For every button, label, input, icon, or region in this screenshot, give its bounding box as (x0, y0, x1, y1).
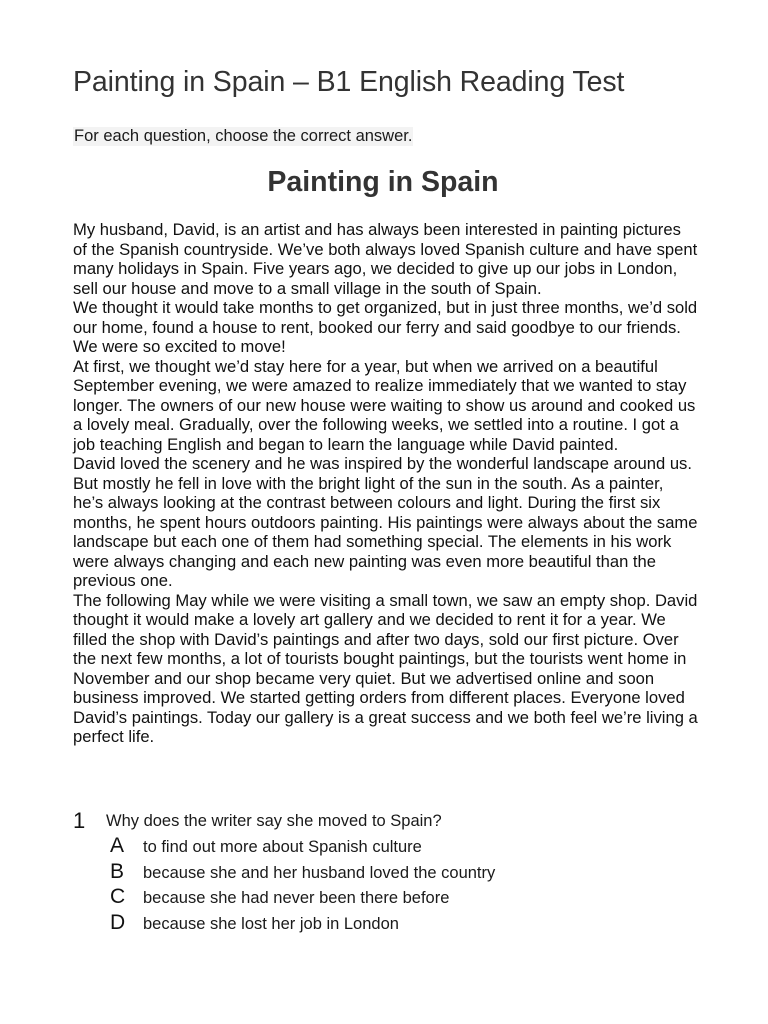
answer-option-a[interactable] (73, 834, 713, 860)
article-paragraph-3: At first, we thought we’d stay here for a year, but when we arrived on a beautiful September evening, we were amazed to realize immediately that we wanted to stay longer. The owners of our new house were waiting to show us around and cooked us a lovely meal. Gradually, over the following weeks, we settled into a routine. I got a job teaching English and began to learn the language while David painted. (73, 356, 696, 454)
option-letter: C (110, 885, 126, 908)
instruction-text: For each question, choose the correct answer. (74, 127, 413, 145)
article-body (73, 220, 698, 747)
option-letter: B (110, 859, 125, 883)
article-paragraph-5: The following May while we were visiting a small town, we saw an empty shop. David thought it would make a lovely art gallery and we decided to rent it for a year. We filled the shop with David’s paintings and after two days, sold our first picture. Over the next few months, a lot of tourists bought paintings, but the tourists went home in November and our shop became very quiet. But we advertised online and soon business improved. We started getting orders from different places. Everyone loved David’s paintings. Today our gallery is a great success and we both feel we’re living a perfect life. (73, 590, 698, 746)
question-header (73, 808, 713, 834)
article-title: Painting in Spain (267, 166, 499, 198)
option-text: because she and her husband loved the country (143, 863, 496, 882)
question-1 (73, 808, 713, 936)
answer-options (73, 834, 713, 936)
option-text: because she had never been there before (143, 889, 450, 907)
option-text: because she lost her job in London (143, 914, 399, 933)
answer-option-b[interactable] (73, 860, 713, 886)
option-letter: D (110, 910, 126, 934)
page-title: Painting in Spain – B1 English Reading Test (73, 66, 625, 98)
answer-option-c[interactable] (73, 885, 713, 911)
question-text: Why does the writer say she moved to Spain? (106, 812, 442, 830)
option-letter: A (110, 834, 125, 857)
article-paragraph-2: We thought it would take months to get organized, but in just three months, we’d sold our home, found a house to rent, booked our ferry and said goodbye to our friends. We were so excited to move! (73, 298, 698, 356)
article-paragraph-4: David loved the scenery and he was inspired by the wonderful landscape around us. But mostly he fell in love with the bright light of the sun in the south. As a painter, he’s always looking at the contrast between colours and light. During the first six months, he spent hours outdoors painting. His paintings were always about the same landscape but each one of them had something special. The elements in his work were always changing and each new painting was even more beautiful than the previous one. (73, 454, 698, 590)
article-paragraph-1: My husband, David, is an artist and has always been interested in painting pictures of the Spanish countryside. We’ve both always loved Spanish culture and have spent many holidays in Spain. Five years ago, we decided to give up our jobs in London, sell our house and move to a small village in the south of Spain. (73, 220, 698, 298)
answer-option-d[interactable] (73, 911, 713, 937)
option-text: to find out more about Spanish culture (143, 838, 422, 856)
question-number: 1 (73, 808, 86, 833)
